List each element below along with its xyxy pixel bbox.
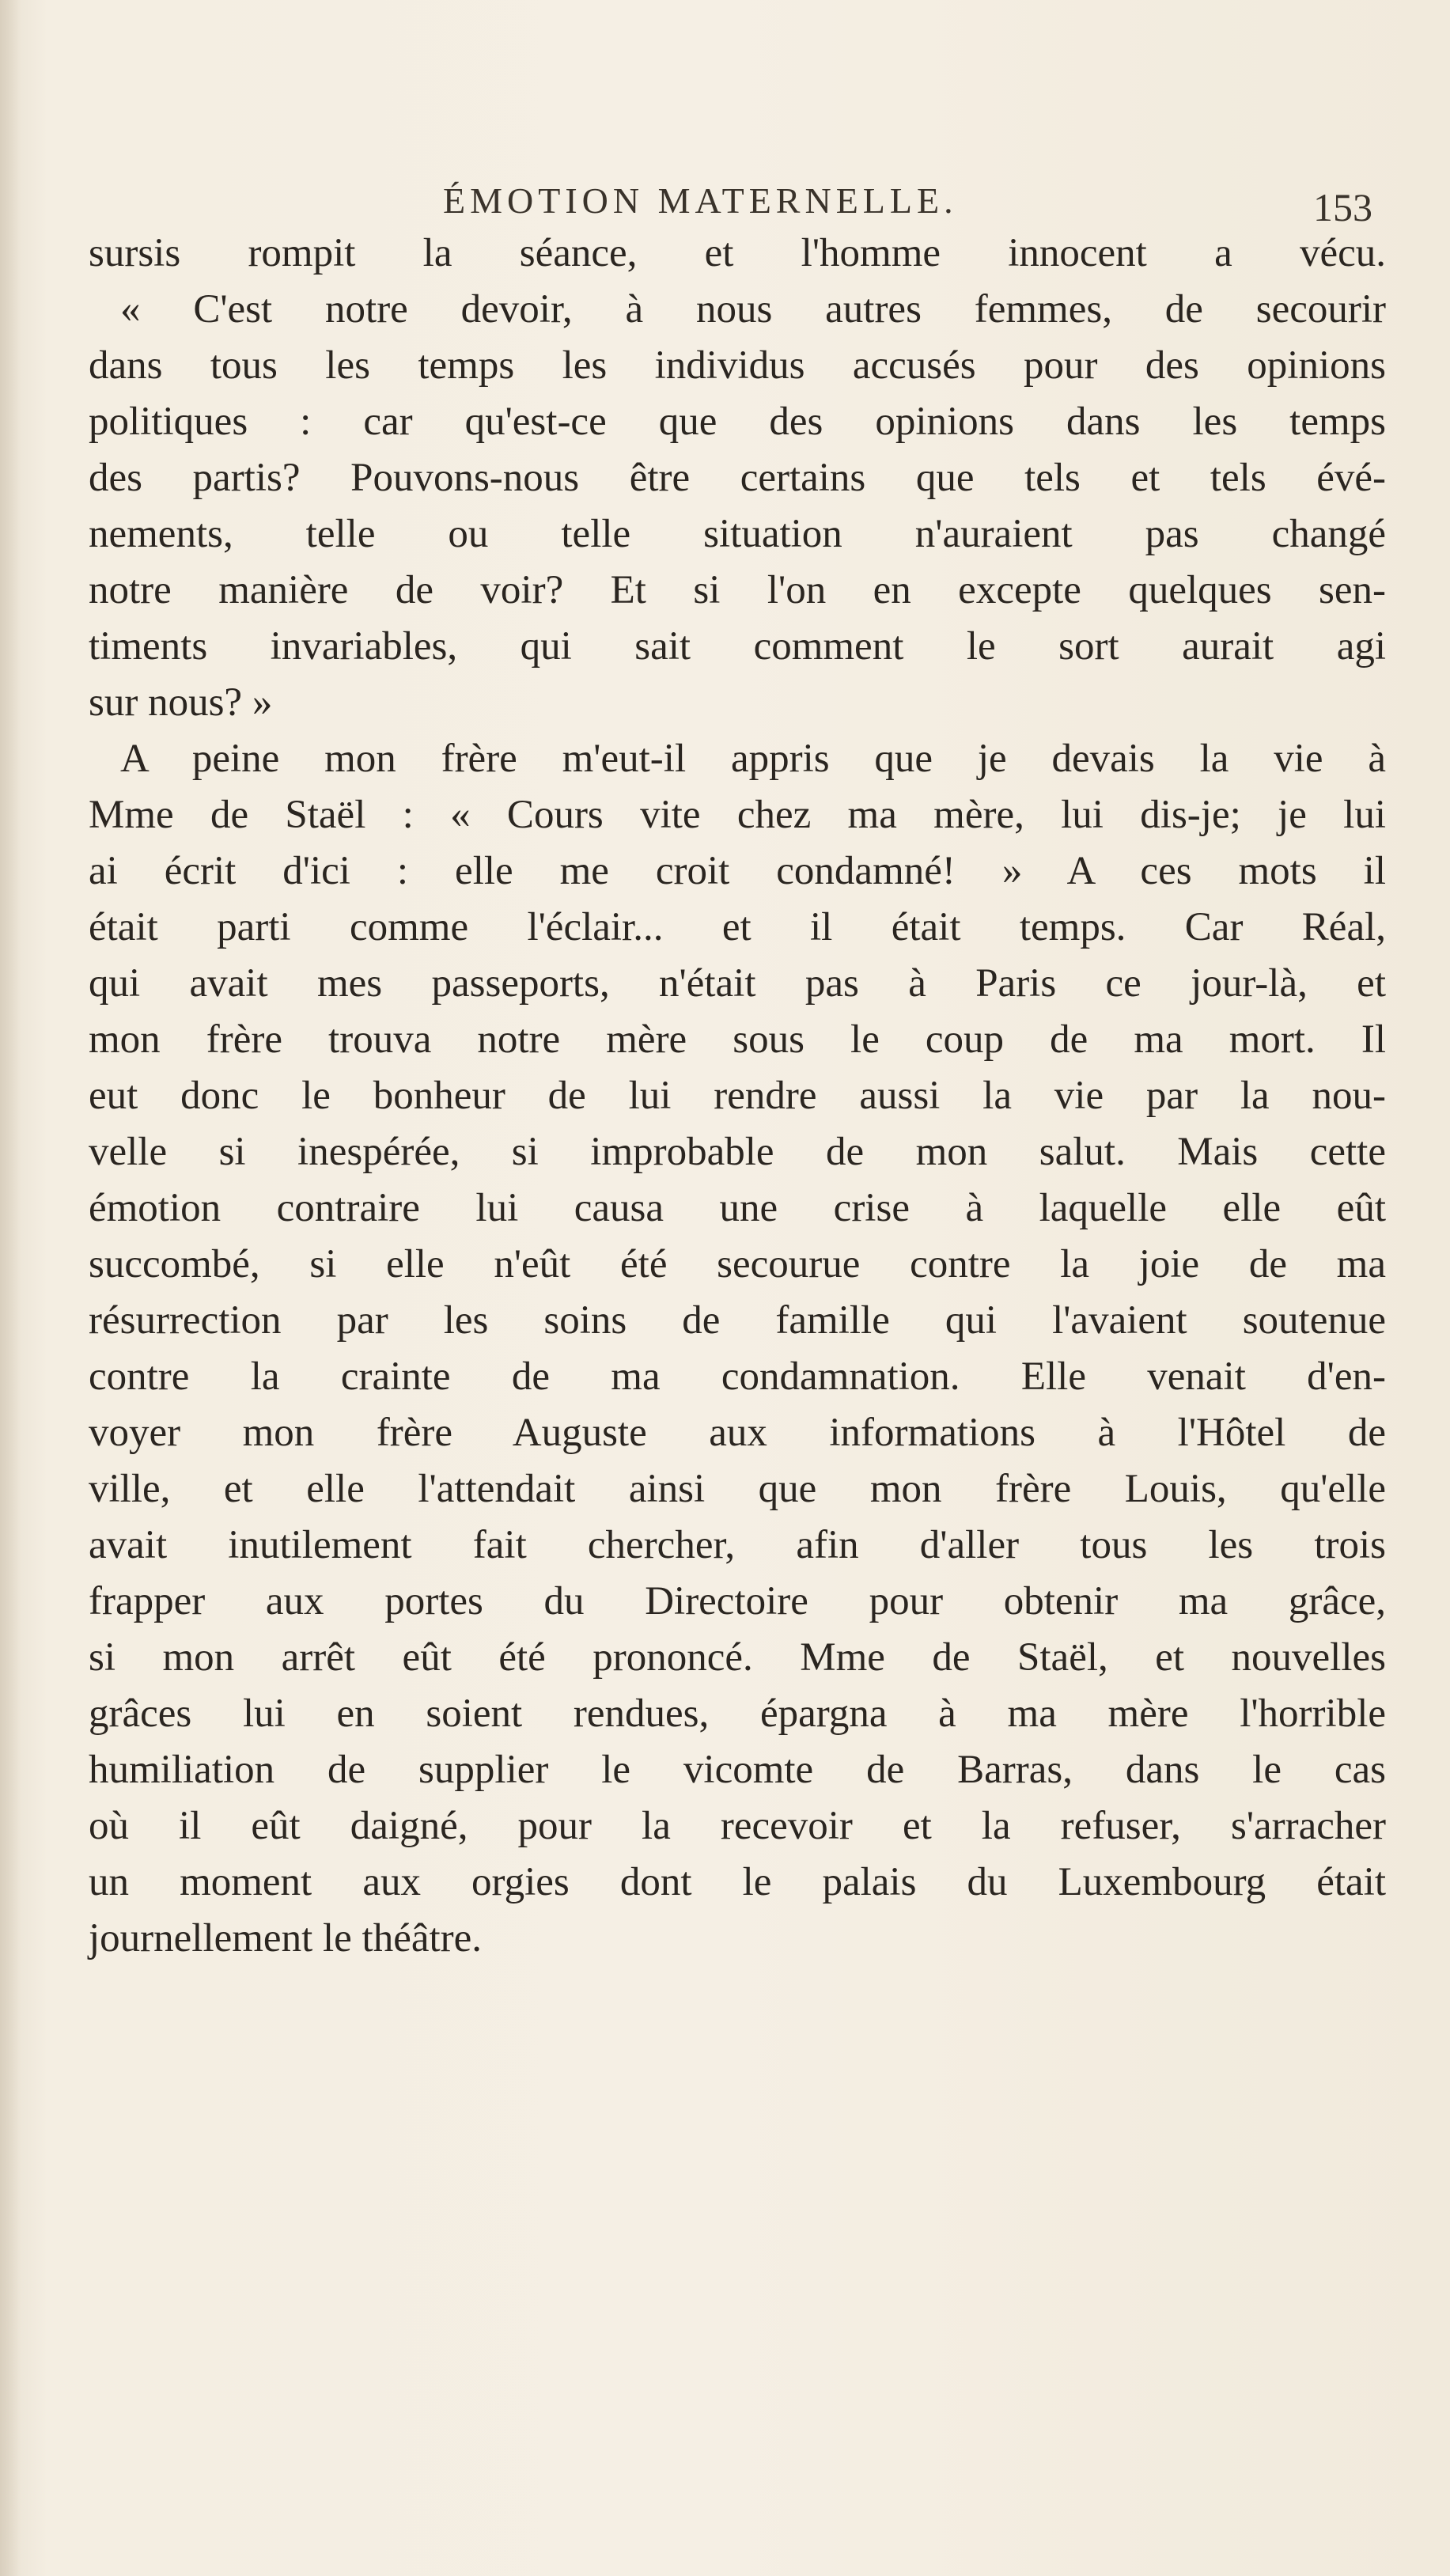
text-line: voyer mon frère Auguste aux informations à l'Hôtel de bbox=[89, 1411, 1386, 1455]
text-line: nements, telle ou telle situation n'auraient pas changé bbox=[89, 512, 1386, 556]
text-line: succombé, si elle n'eût été secourue contre la joie de ma bbox=[89, 1242, 1386, 1286]
text-line: était parti comme l'éclair... et il était temps. Car Réal, bbox=[89, 905, 1386, 949]
text-line: ai écrit d'ici : elle me croit condamné! » A ces mots il bbox=[89, 849, 1386, 893]
text-line: A peine mon frère m'eut-il appris que je devais la vie à bbox=[120, 737, 1386, 781]
text-line: grâces lui en soient rendues, épargna à ma mère l'horrible bbox=[89, 1691, 1386, 1736]
text-line: frapper aux portes du Directoire pour obtenir ma grâce, bbox=[89, 1579, 1386, 1623]
text-line: avait inutilement fait chercher, afin d'aller tous les trois bbox=[89, 1523, 1386, 1567]
text-line: notre manière de voir? Et si l'on en excepte quelques sen- bbox=[89, 568, 1386, 612]
text-line: sur nous? » bbox=[89, 680, 273, 725]
text-line: où il eût daigné, pour la recevoir et la refuser, s'arracher bbox=[89, 1804, 1386, 1848]
text-line: si mon arrêt eût été prononcé. Mme de Staël, et nouvelles bbox=[89, 1635, 1386, 1680]
text-line: qui avait mes passeports, n'était pas à Paris ce jour-là, et bbox=[89, 961, 1386, 1006]
text-line: journellement le théâtre. bbox=[89, 1916, 483, 1960]
text-line: eut donc le bonheur de lui rendre aussi la vie par la nou- bbox=[89, 1074, 1386, 1118]
text-line: politiques : car qu'est-ce que des opinions dans les temps bbox=[89, 400, 1386, 444]
text-line: contre la crainte de ma condamnation. Elle venait d'en- bbox=[89, 1354, 1386, 1399]
text-line: velle si inespérée, si improbable de mon salut. Mais cette bbox=[89, 1130, 1386, 1174]
text-line: ville, et elle l'attendait ainsi que mon frère Louis, qu'elle bbox=[89, 1467, 1386, 1511]
text-line: Mme de Staël : « Cours vite chez ma mère, lui dis-je; je lui bbox=[89, 793, 1386, 837]
page-number: 153 bbox=[1313, 185, 1372, 229]
text-line: résurrection par les soins de famille qui l'avaient soutenue bbox=[89, 1298, 1386, 1343]
text-line: timents invariables, qui sait comment le sort aurait agi bbox=[89, 624, 1386, 669]
text-line: sursis rompit la séance, et l'homme innocent a vécu. bbox=[89, 231, 1386, 275]
running-head bbox=[0, 170, 1450, 233]
running-head-title: ÉMOTION MATERNELLE. bbox=[443, 180, 958, 221]
text-line: dans tous les temps les individus accusés pour des opinions bbox=[89, 343, 1386, 388]
text-line: humiliation de supplier le vicomte de Barras, dans le cas bbox=[89, 1748, 1386, 1792]
spine-shadow bbox=[0, 0, 21, 2576]
body-text bbox=[89, 225, 1386, 2172]
text-line: des partis? Pouvons-nous être certains que tels et tels évé- bbox=[89, 456, 1386, 500]
text-line: mon frère trouva notre mère sous le coup de ma mort. Il bbox=[89, 1017, 1386, 1062]
text-line: émotion contraire lui causa une crise à laquelle elle eût bbox=[89, 1186, 1386, 1230]
text-line: « C'est notre devoir, à nous autres femmes, de secourir bbox=[120, 287, 1386, 331]
text-line: un moment aux orgies dont le palais du Luxembourg était bbox=[89, 1860, 1386, 1904]
